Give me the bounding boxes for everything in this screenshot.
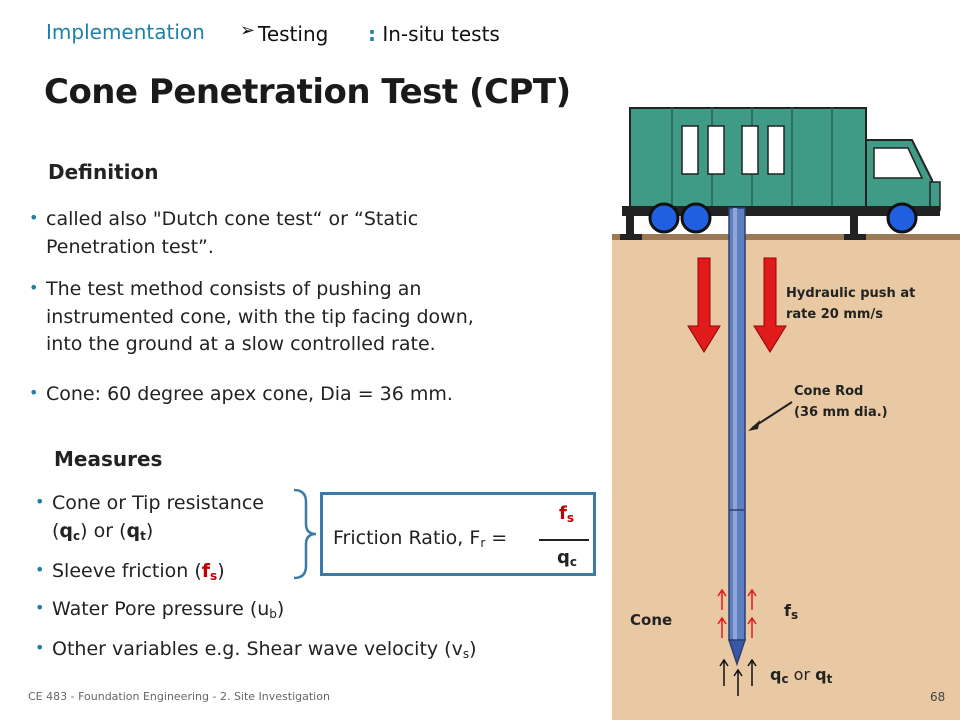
footer-course: CE 483 - Foundation Engineering - 2. Site Investigation [28,690,330,703]
definition-bullet-1-line-2: Penetration test”. [46,235,214,258]
measure-tip-resistance-line-2: $(q_c)$ or $(q_t)$ [52,519,154,543]
measure-tip-resistance-line-1: Cone or Tip resistance [52,492,264,514]
fraction-bar [539,539,589,541]
definition-bullet-2 [29,276,566,359]
rod-label: Cone Rod (36 mm dia.) [794,384,888,420]
definition-bullet-2-line-1: The test method consists of pushing an [46,278,422,300]
definition-bullet-1-line-1: called also "Dutch cone test“ or “Static [46,208,419,230]
curly-brace-icon [290,488,318,580]
hydraulic-label: Hydraulic push at rate 20 mm/s [786,286,916,322]
breadcrumb-colon: : [368,22,376,46]
definition-bullet-2-line-3: into the ground at a slow controlled rate. [46,333,436,356]
bullet-dot-icon: • [29,278,39,297]
friction-ratio-label: Friction Ratio, $F_r$ = [333,527,508,550]
cpt-figure [612,90,960,720]
breadcrumb-subsection: Testing [258,22,329,46]
fs-label: $f_s$ [784,601,799,622]
truck-wheel [682,204,710,232]
qc-qt-label: $q_c$ or $q_t$ [770,665,833,686]
right-arrow-bullet-icon: ➢ [240,20,256,41]
ground-surface [612,234,960,240]
page-number: 68 [930,690,946,704]
breadcrumb-topic [368,22,500,46]
measure-pore-pressure: • Water Pore pressure $(u_b)$ [35,598,285,621]
measure-other-variables: • Other variables e.g. Shear wave velocity $(v_s)$ [35,638,477,661]
truck-wheel [888,204,916,232]
definition-bullet-3-line-1: Cone: 60 degree apex cone, Dia = 36 mm. [46,383,453,405]
breadcrumb-topic-text: In-situ tests [382,22,500,46]
truck-wheel [650,204,678,232]
cone-label: Cone [630,611,673,629]
measures-heading: Measures [54,447,163,471]
bullet-dot-icon: • [35,638,45,657]
bullet-dot-icon: • [29,208,39,227]
friction-ratio-denominator: $q_c$ [557,547,578,569]
breadcrumb [46,18,566,50]
friction-ratio-box [320,492,596,576]
measure-sleeve-friction: • Sleeve friction $(f_s)$ [35,560,225,583]
bullet-dot-icon: • [35,598,45,617]
friction-ratio-numerator: $f_s$ [559,503,574,525]
definition-bullet-3 [29,381,566,409]
definition-heading: Definition [48,160,159,184]
definition-bullet-1 [29,206,546,261]
breadcrumb-section: Implementation [46,20,205,44]
bullet-dot-icon: • [35,492,45,511]
bullet-dot-icon: • [29,383,39,402]
page-title: Cone Penetration Test (CPT) [44,72,571,112]
measure-tip-resistance [35,490,302,545]
definition-bullet-2-line-2: instrumented cone, with the tip facing down, [46,305,474,328]
bullet-dot-icon: • [35,560,45,579]
